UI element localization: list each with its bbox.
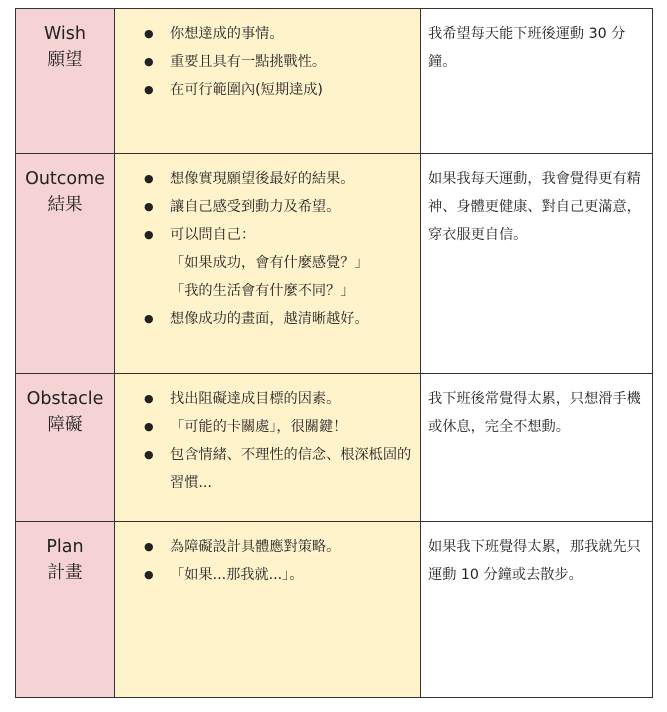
list-item: ● 讓自己感受到動力及希望。 (115, 193, 412, 221)
bullet-icon: ● (144, 312, 154, 325)
bullet-icon: ● (144, 172, 154, 185)
list-item: ● 可以問自己： (115, 221, 412, 249)
example-text: 我下班後常覺得太累，只想滑手機或休息，完全不想動。 (428, 391, 641, 435)
label-chinese: 結果 (47, 195, 83, 215)
bullet-icon: ● (144, 27, 154, 40)
label-chinese: 計畫 (47, 563, 83, 583)
table-row-wish (16, 9, 653, 154)
bullet-icon: ● (144, 392, 154, 405)
guide-cell (115, 374, 421, 522)
list-item: ● 你想達成的事情。 (115, 20, 412, 48)
guide-cell (115, 154, 421, 374)
guide-cell (115, 522, 421, 698)
table-row-plan (16, 522, 653, 698)
row-label-cell (16, 9, 115, 154)
example-text: 我希望每天能下班後運動 30 分鐘。 (428, 26, 626, 70)
woop-table (15, 8, 653, 698)
bullet-icon: ● (144, 420, 154, 433)
list-item: ● 「如果...那我就...」。 (115, 561, 412, 589)
list-item: ● 重要且具有一點挑戰性。 (115, 48, 412, 76)
row-label-cell (16, 374, 115, 522)
sub-list-item: 「我的生活會有什麼不同？」 (170, 283, 355, 299)
example-text: 如果我每天運動，我會覺得更有精神、身體更健康、對自己更滿意，穿衣服更自信。 (428, 171, 641, 243)
list-item: ● 「可能的卡關處」，很關鍵！ (115, 413, 412, 441)
table-row-outcome (16, 154, 653, 374)
bullet-icon: ● (144, 448, 154, 461)
row-label-cell (16, 154, 115, 374)
list-item: ● 想像實現願望後最好的結果。 (115, 165, 412, 193)
label-english: Obstacle (26, 389, 104, 409)
bullet-icon: ● (144, 55, 154, 68)
sub-list-item: 「如果成功，會有什麼感覺？」 (170, 255, 369, 271)
bullet-icon: ● (144, 200, 154, 213)
bullet-icon: ● (144, 540, 154, 553)
bullet-icon: ● (144, 228, 154, 241)
example-cell (421, 154, 653, 374)
list-item: ● 為障礙設計具體應對策略。 (115, 533, 412, 561)
list-item: ● 包含情緒、不理性的信念、根深柢固的習慣... (115, 441, 412, 497)
bullet-icon: ● (144, 83, 154, 96)
example-text: 如果我下班覺得太累，那我就先只運動 10 分鐘或去散步。 (428, 539, 641, 583)
list-item: ● 想像成功的畫面，越清晰越好。 (115, 305, 412, 333)
example-cell (421, 9, 653, 154)
label-chinese: 障礙 (47, 415, 83, 435)
example-cell (421, 374, 653, 522)
table-row-obstacle (16, 374, 653, 522)
guide-cell (115, 9, 421, 154)
label-chinese: 願望 (47, 50, 83, 70)
label-english: Wish (44, 24, 86, 44)
label-english: Outcome (25, 169, 105, 189)
list-item: ● 在可行範圍內(短期達成) (115, 76, 412, 104)
list-item: ● 找出阻礙達成目標的因素。 (115, 385, 412, 413)
bullet-icon: ● (144, 568, 154, 581)
example-cell (421, 522, 653, 698)
row-label-cell (16, 522, 115, 698)
label-english: Plan (46, 537, 84, 557)
